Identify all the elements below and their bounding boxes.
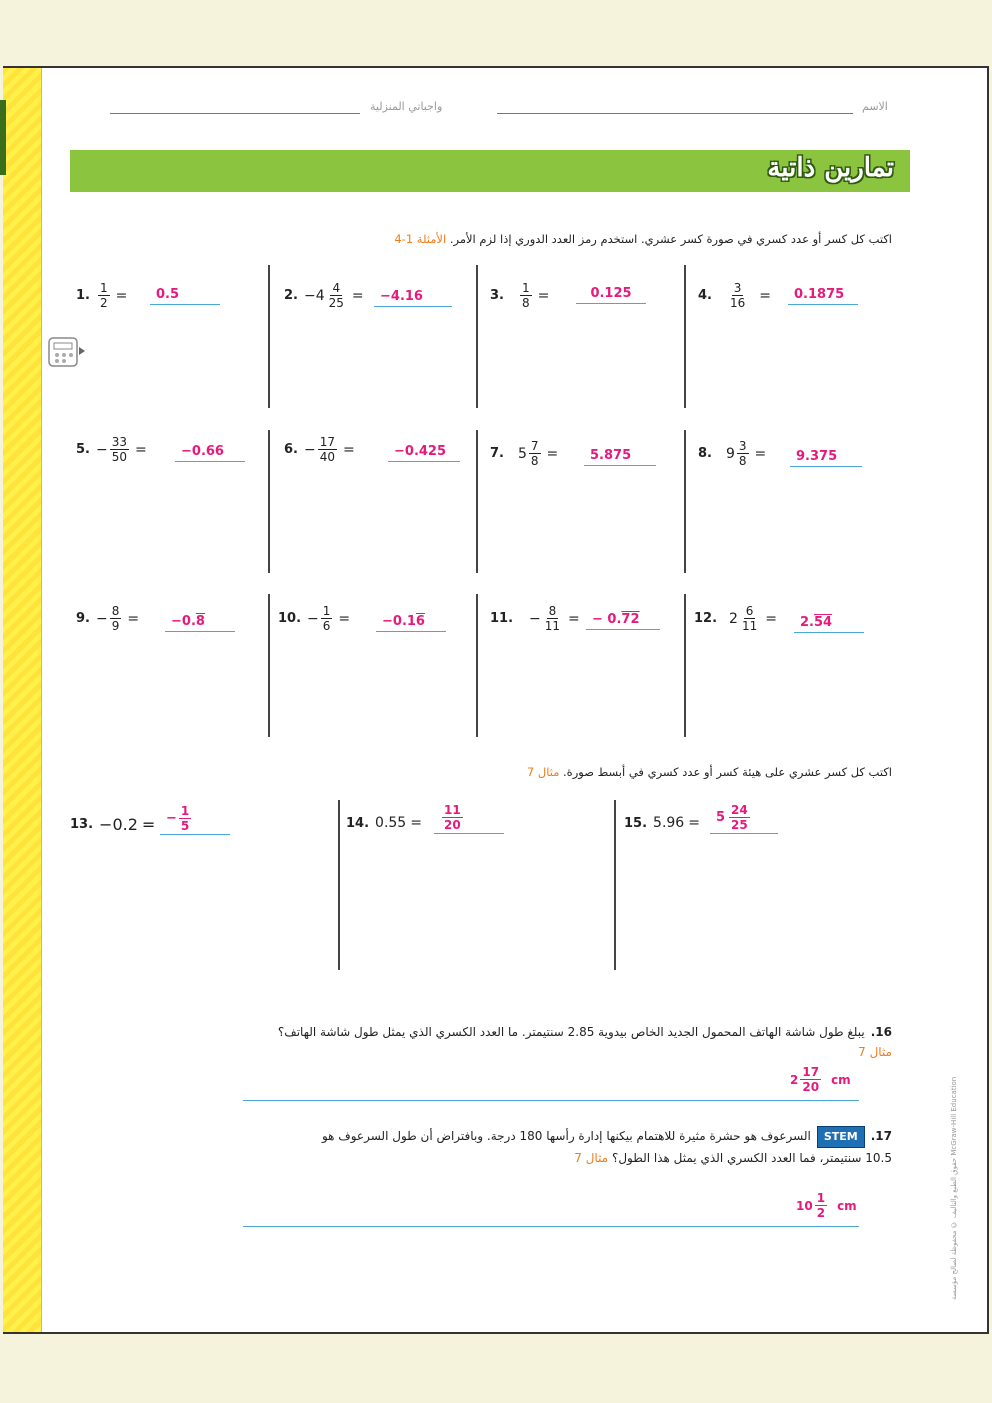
part1-instruction-text: اكتب كل كسر أو عدد كسري في صورة كسر عشري. استخدم رمز العدد الدوري إذا لزم الأمر.	[449, 232, 892, 246]
part1-instruction	[394, 232, 892, 246]
repeating-digits: 8	[195, 614, 205, 629]
copyright-sidebar: حقوق الطبع والتأليف © محفوظة لصالح مؤسسة McGraw-Hill Education	[950, 1076, 958, 1300]
divider	[476, 594, 478, 737]
problem-number: 14.	[346, 815, 370, 831]
name-line	[497, 113, 853, 114]
sign: −	[166, 811, 177, 826]
denominator: 16	[729, 296, 746, 310]
fraction	[110, 436, 129, 463]
sign: −	[529, 610, 541, 627]
problem-1: 1. $\frac{1}{2}$ =	[76, 281, 128, 310]
answer-13	[160, 805, 230, 835]
calculator-help-icon	[46, 335, 86, 371]
numerator: 7	[530, 439, 539, 453]
page-title: تمارين ذاتية	[767, 153, 894, 183]
whole-part: 2	[790, 1072, 799, 1087]
problem-number: 7.	[490, 446, 504, 461]
denominator: 2	[816, 1206, 826, 1220]
unit: cm	[831, 1072, 851, 1087]
whole-part: 2	[729, 610, 738, 627]
divider	[684, 594, 686, 737]
answer-15	[710, 804, 778, 834]
divider	[476, 430, 478, 573]
denominator: 25	[328, 296, 344, 310]
homework-label: واجباتي المنزلية	[370, 100, 443, 113]
repeating-digits: 54	[813, 615, 833, 630]
numerator: 4	[332, 281, 341, 295]
sign: −	[303, 441, 316, 458]
problem-9: 9. − $\frac{8}{9}$ =	[76, 604, 140, 633]
fraction	[321, 605, 333, 632]
problem-5: 5. − $\frac{33}{50}$ =	[76, 435, 147, 464]
answer-line-16	[243, 1100, 859, 1101]
denominator: 25	[731, 818, 748, 832]
repeating-digits: 72	[621, 612, 640, 627]
problem-number: 13.	[70, 817, 94, 832]
divider	[268, 594, 270, 737]
problem-ref: مثال 7	[858, 1045, 892, 1059]
numerator: 3	[738, 439, 747, 453]
fraction	[529, 440, 541, 467]
whole-part: −4	[303, 287, 325, 304]
problem-text-2: 10.5 سنتيمتر، فما العدد الكسري الذي يمثل هذا الطول؟	[611, 1151, 892, 1165]
answer-1: 0.5	[150, 287, 220, 305]
fraction	[318, 436, 337, 463]
decimal-value: 5.96	[653, 815, 685, 831]
answer-line-17	[243, 1226, 859, 1227]
part1-ref: الأمثلة 1-4	[394, 232, 447, 246]
denominator: 20	[444, 818, 461, 832]
answer-17	[796, 1192, 857, 1219]
answer-14	[434, 804, 504, 834]
answer-6: −0.425	[388, 444, 460, 462]
denominator: 8	[530, 454, 539, 468]
word-problem-17	[252, 1126, 892, 1168]
fraction	[740, 605, 759, 632]
problem-text: السرعوف هو حشرة مثيرة للاهتمام بيكنها إدارة رأسها 180 درجة. وبافتراض أن طول السرعوف هو	[321, 1129, 811, 1143]
sign: −	[95, 610, 108, 627]
decimal-value: 0.55	[375, 815, 407, 831]
decimal-value: −0.2	[99, 815, 138, 834]
denominator: 6	[322, 619, 331, 633]
answer-3: 0.125	[576, 286, 646, 304]
numerator: 33	[111, 435, 127, 449]
problem-7: 7. 5 $\frac{7}{8}$ =	[490, 439, 559, 468]
denominator: 11	[544, 619, 561, 633]
problem-13: 13. −0.2 =	[70, 815, 156, 834]
unit: cm	[837, 1198, 857, 1213]
divider	[684, 265, 686, 408]
part2-ref: مثال 7	[526, 765, 560, 779]
numerator: 6	[745, 604, 754, 618]
fraction	[327, 282, 346, 309]
name-label: الاسم	[862, 100, 888, 113]
fraction	[729, 804, 750, 831]
answer-12	[794, 615, 864, 633]
problem-number: 3.	[490, 288, 504, 303]
divider	[338, 800, 340, 970]
problem-2: 2. −4 $\frac{4}{25}$ =	[284, 281, 364, 310]
problem-number: 9.	[76, 611, 90, 626]
fraction	[442, 804, 463, 831]
answer-base: −0.	[171, 614, 196, 629]
problem-15: 15. 5.96 =	[624, 815, 700, 831]
repeating-digits: 6	[415, 614, 425, 629]
answer-7: 5.875	[584, 448, 656, 466]
sign: −	[307, 610, 319, 627]
answer-base: 2.	[800, 615, 814, 630]
problem-12: 12. 2 $\frac{6}{11}$ =	[694, 604, 777, 633]
problem-number: 2.	[284, 288, 298, 303]
numerator: 1	[816, 1191, 826, 1205]
whole-part: 5	[716, 810, 726, 825]
stem-badge: STEM	[817, 1126, 865, 1148]
problem-10: 10. − $\frac{1}{6}$ =	[278, 604, 351, 633]
fraction	[737, 440, 749, 467]
homework-line	[110, 113, 360, 114]
fraction	[543, 605, 562, 632]
denominator: 2	[99, 296, 108, 310]
numerator: 1	[322, 604, 331, 618]
numerator: 17	[319, 435, 335, 449]
denominator: 11	[741, 619, 758, 633]
divider	[476, 265, 478, 408]
fraction	[800, 1066, 821, 1093]
yellow-margin-stripe	[3, 68, 42, 1332]
fraction	[728, 282, 747, 309]
problem-number: 15.	[624, 815, 648, 831]
problem-number: 12.	[694, 611, 718, 626]
answer-8: 9.375	[790, 449, 862, 467]
denominator: 40	[319, 450, 335, 464]
part2-instruction	[527, 765, 892, 779]
problem-number: 4.	[698, 288, 712, 303]
whole-part: 10	[796, 1198, 813, 1213]
fraction	[98, 282, 110, 309]
divider	[268, 430, 270, 573]
green-edge-tab	[0, 100, 6, 175]
denominator: 50	[111, 450, 127, 464]
whole-part: 9	[725, 445, 735, 462]
answer-11	[586, 612, 660, 630]
fraction	[110, 605, 122, 632]
problem-6: 6. − $\frac{17}{40}$ =	[284, 435, 355, 464]
denominator: 9	[111, 619, 120, 633]
divider	[268, 265, 270, 408]
fraction	[179, 805, 191, 832]
problem-number: 11.	[490, 611, 514, 626]
fraction	[520, 282, 532, 309]
answer-2: −4.16	[374, 289, 452, 307]
numerator: 8	[111, 604, 120, 618]
numerator: 24	[731, 803, 748, 817]
problem-number: 16.	[870, 1025, 892, 1039]
answer-16	[790, 1066, 851, 1093]
denominator: 20	[802, 1080, 820, 1094]
numerator: 1	[99, 281, 108, 295]
numerator: 11	[444, 803, 461, 817]
problem-14: 14. 0.55 =	[346, 815, 422, 831]
answer-4: 0.1875	[788, 287, 858, 305]
part2-instruction-text: اكتب كل كسر عشري على هيئة كسر أو عدد كسري في أبسط صورة.	[563, 765, 892, 779]
problem-ref: مثال 7	[574, 1151, 609, 1165]
problem-number: 17.	[870, 1129, 892, 1143]
title-banner	[70, 150, 910, 192]
numerator: 3	[733, 281, 742, 295]
answer-9	[165, 614, 235, 632]
denominator: 5	[180, 819, 190, 833]
denominator: 8	[738, 454, 747, 468]
denominator: 8	[521, 296, 530, 310]
problem-11: 11. − $\frac{8}{11}$ =	[490, 604, 580, 633]
divider	[614, 800, 616, 970]
word-problem-16	[252, 1022, 892, 1062]
problem-number: 8.	[698, 446, 712, 461]
numerator: 1	[521, 281, 530, 295]
whole-part: 5	[517, 445, 527, 462]
problem-number: 10.	[278, 611, 302, 626]
problem-3: 3. $\frac{1}{8}$ =	[490, 281, 550, 310]
problem-number: 6.	[284, 442, 298, 457]
numerator: 1	[180, 804, 190, 818]
answer-base: −0.1	[382, 614, 416, 629]
answer-10	[376, 614, 446, 632]
problem-number: 1.	[76, 288, 90, 303]
problem-number: 5.	[76, 442, 90, 457]
problem-8: 8. 9 $\frac{3}{8}$ =	[698, 439, 767, 468]
numerator: 8	[548, 604, 557, 618]
sign: −	[95, 441, 108, 458]
numerator: 17	[802, 1065, 820, 1079]
answer-5: −0.66	[175, 444, 245, 462]
problem-4: 4. $\frac{3}{16}$ =	[698, 281, 771, 310]
divider	[684, 430, 686, 573]
answer-base: − 0.	[592, 612, 622, 627]
fraction	[815, 1192, 827, 1219]
problem-text: يبلغ طول شاشة الهاتف المحمول الجديد الخاص بيدوية 2.85 سنتيمتر. ما العدد الكسري الذي يمثل طول شاشة الهاتف؟	[277, 1025, 865, 1039]
